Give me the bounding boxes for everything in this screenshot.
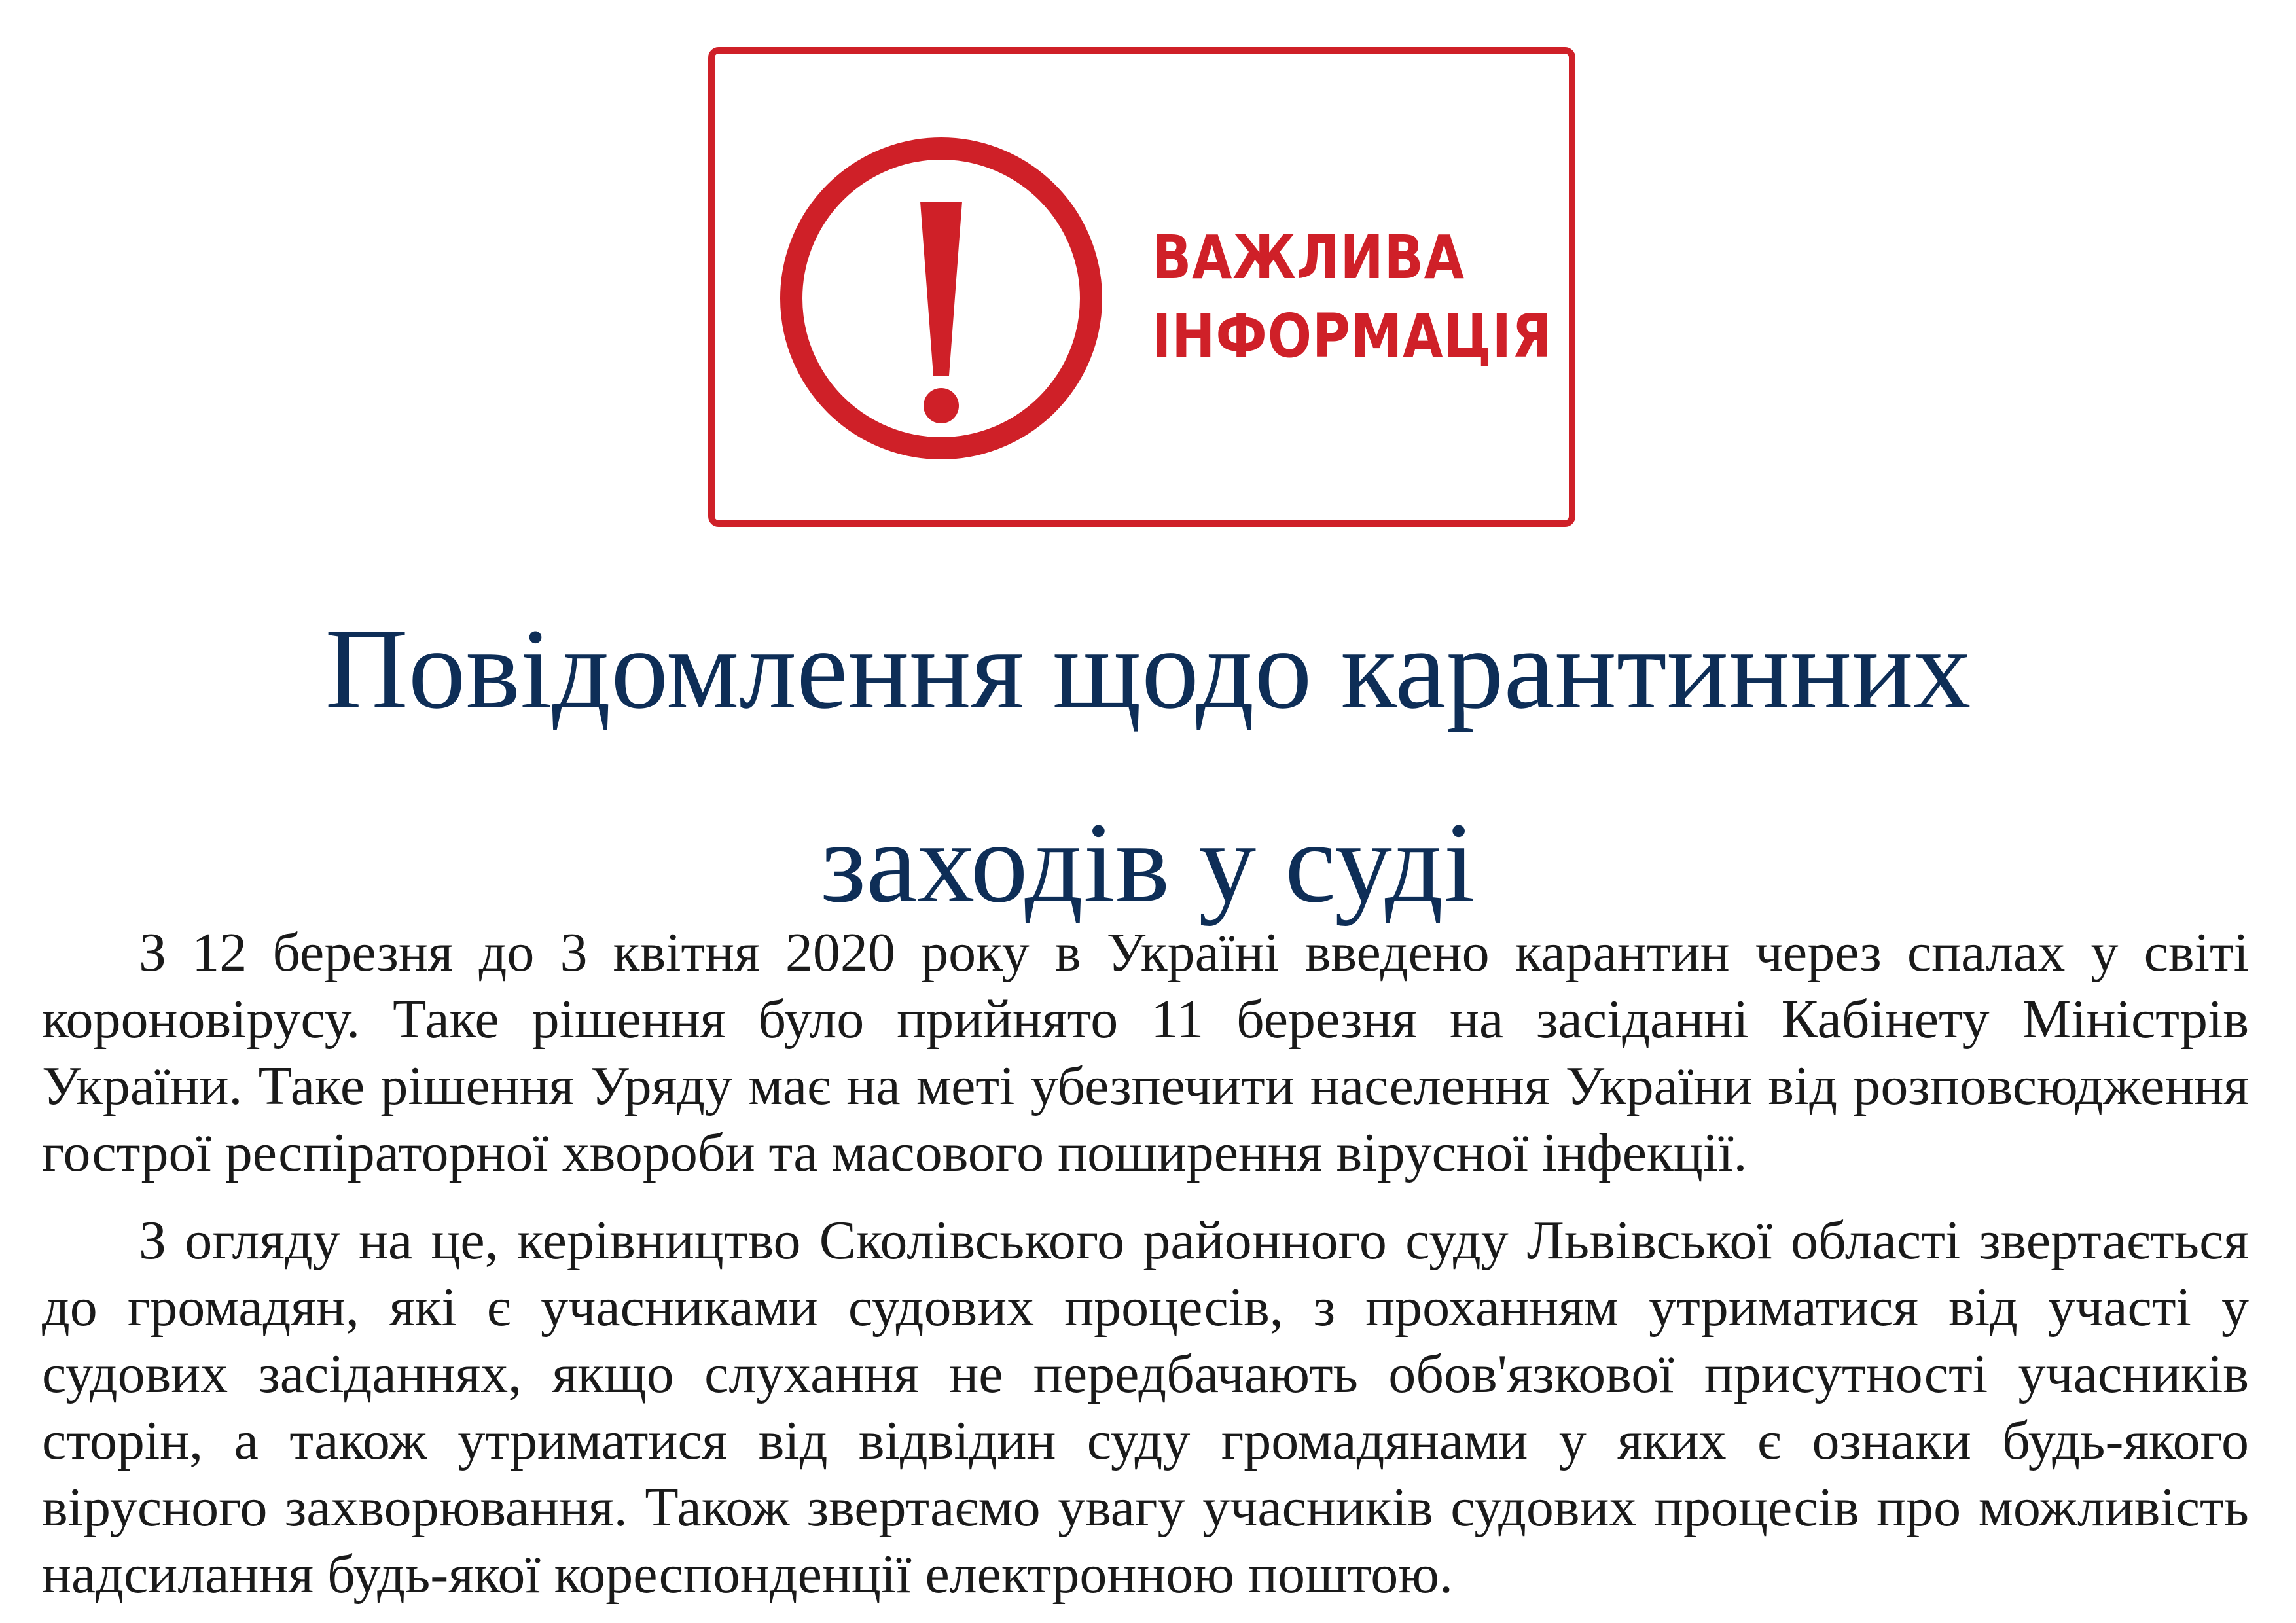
banner-label-line2: ІНФОРМАЦІЯ: [1152, 301, 1552, 371]
banner-label: [1152, 219, 1552, 376]
exclamation-circle-icon: [779, 136, 1103, 461]
page-title-line2: заходів у суді: [820, 799, 1476, 927]
page-title-line1: Повідомлення щодо карантинних: [325, 605, 1971, 733]
paragraph-1: З 12 березня до 3 квітня 2020 року в Україні введено карантин через спалах у світі короновірусу. Таке рішення було прийнято 11 березня на засіданні Кабінету Міністрів України. Таке рішення Уряду має на меті убезпечити населення України від розповсюдження гострої респіраторної хвороби та масового поширення вірусної інфекції.: [42, 922, 2249, 1183]
notice-body: [42, 919, 2249, 1608]
page-title: [105, 573, 2191, 960]
banner-label-line1: ВАЖЛИВА: [1152, 223, 1465, 293]
paragraph-2: З огляду на це, керівництво Сколівського районного суду Львівської області звертається до громадян, які є учасниками судових процесів, з проханням утриматися від участі у судових засіданнях, якщо слухання не передбачають обов'язкової присутності учасників сторін, а також утриматися від відвідин суду громадянами у яких є ознаки будь-якого вірусного захворювання. Також звертаємо увагу учасників судових процесів про можливість надсилання будь-якої кореспонденції електронною поштою.: [42, 1210, 2249, 1605]
important-info-banner: [708, 47, 1575, 527]
